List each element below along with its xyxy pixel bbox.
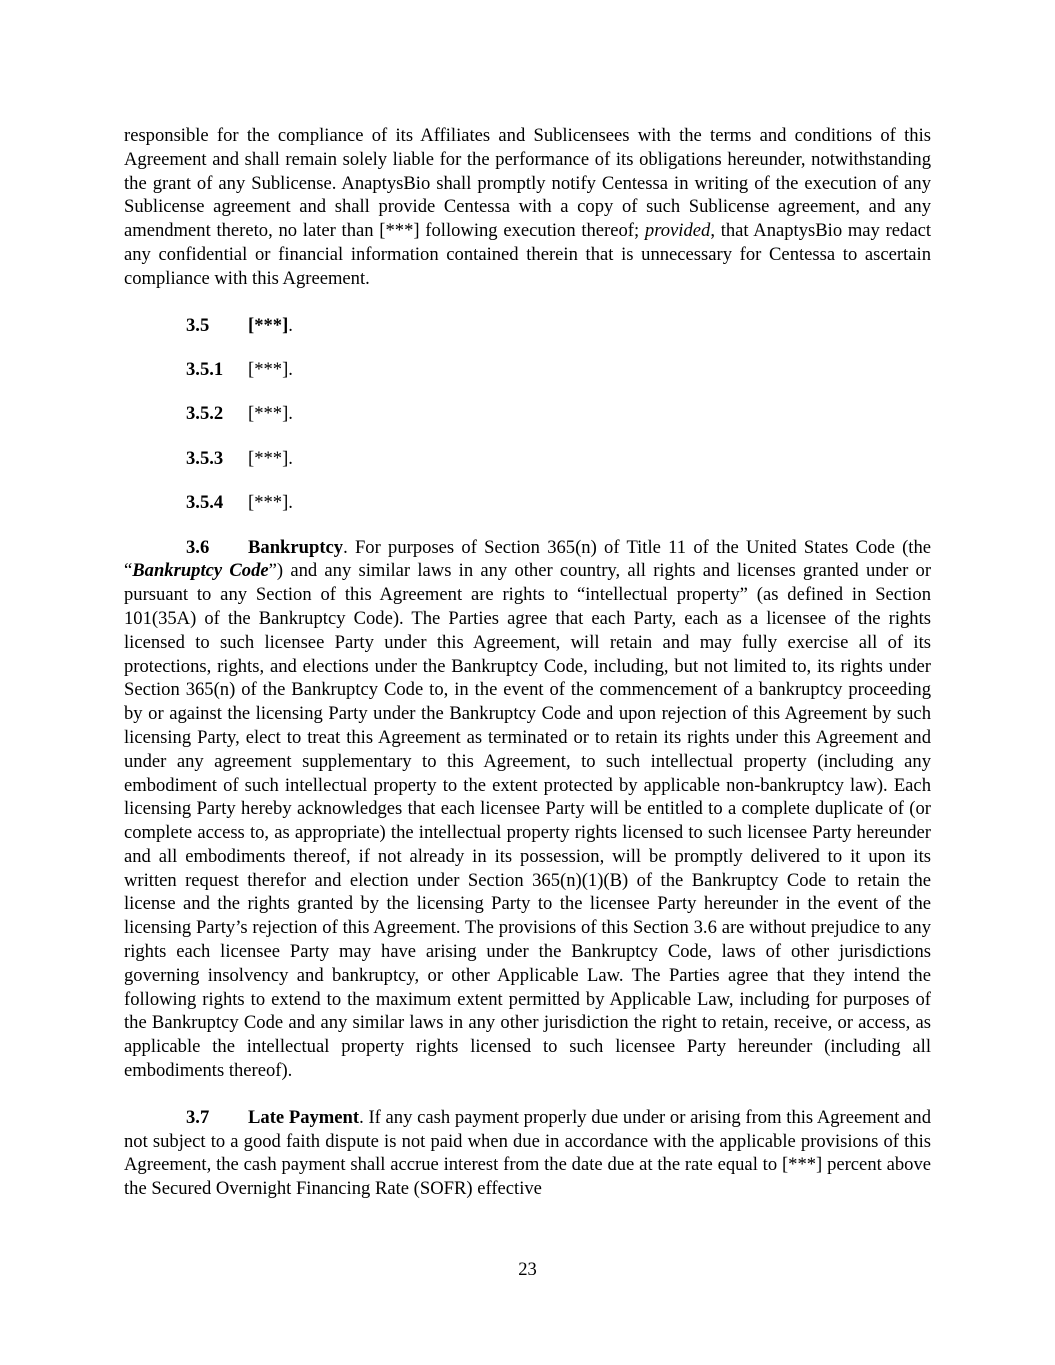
intro-paragraph: [124, 124, 931, 291]
subsection-3-5-1: [124, 358, 931, 382]
section-3-6-text-b: ”) and any similar laws in any other country, all rights and licenses granted under or pursuant to any Section of this Agreement are rights to “intellectual property” (as defined in Section 101(35A) of the Bankruptcy Code). The Parties agree that each Party, each as a licensee of the rights licensed to such licensee Party under this Agreement, will retain and may fully exercise all of its protections, rights, and elections under the Bankruptcy Code, including, but not limited to, its rights under Section 365(n) of the Bankruptcy Code to, in the event of the commencement of a bankruptcy proceeding by or against the licensing Party under the Bankruptcy Code and upon rejection of this Agreement by such licensing Party, elect to treat this Agreement as terminated or to retain its rights under this Agreement and under any agreement supplementary to this Agreement, to such intellectual property (including any embodiment of such intellectual property to the extent protected by applicable non-bankruptcy law). Each licensing Party hereby acknowledges that each licensee Party will be entitled to a complete duplicate of (or complete access to, as appropriate) the intellectual property rights licensed to such licensee Party hereunder and all embodiments thereof, if not already in its possession, will be promptly delivered to it upon its written request therefor and election under Section 365(n)(1)(B) of the Bankruptcy Code to retain the license and the rights granted by the licensing Party to the licensee Party hereunder in the event of the licensing Party’s rejection of this Agreement. The provisions of this Section 3.6 are without prejudice to any rights each licensee Party may have arising under the Bankruptcy Code, laws of other jurisdictions governing insolvency and bankruptcy, or other Applicable Law. The Parties agree that they intend the following rights to extend to the maximum extent permitted by Applicable Law, including for purposes of the Bankruptcy Code and any similar laws in any other jurisdiction the right to retain, receive, or access, as applicable the intellectual property rights licensed to such licensee Party hereunder (including all embodiments thereof).: [124, 560, 932, 1082]
section-3-5-number: 3.5: [186, 314, 210, 336]
subsection-text: [***].: [248, 358, 293, 380]
section-3-6-number: 3.6: [186, 536, 210, 558]
section-3-6-defined-term: Bankruptcy Code: [132, 560, 269, 582]
subsection-3-5-2: [124, 402, 931, 426]
section-3-7-number: 3.7: [186, 1106, 210, 1128]
section-3-7-text: . If any cash payment properly due under or arising from this Agreement and not subject to a good faith dispute is not paid when due in accordance with the applicable provisions of this Agreement, the cash payment shall accrue interest from the date due at the rate equal to [***] percent above the Secured Overnight Financing Rate (SOFR) effective: [124, 1106, 931, 1200]
section-3-5-title: [***]: [248, 314, 289, 336]
section-3-7-paragraph: [124, 1106, 931, 1201]
section-3-6-paragraph: [124, 536, 931, 1083]
subsection-text: [***].: [248, 403, 293, 425]
subsection-text: [***].: [248, 447, 293, 469]
intro-text-part2: , that AnaptysBio may redact any confidential or financial information contained therein that is unnecessary for Centessa to ascertain compliance with this Agreement.: [124, 220, 932, 289]
section-3-5-heading: [124, 314, 931, 338]
section-3-5-title-suffix: .: [288, 314, 293, 336]
section-3-6-text-a: . For purposes of Section 365(n) of Title 11 of the United States Code (the “: [124, 536, 931, 582]
subsection-number: 3.5.1: [186, 358, 224, 380]
subsection-number: 3.5.4: [186, 492, 224, 514]
subsection-3-5-3: [124, 447, 931, 471]
subsection-number: 3.5.2: [186, 403, 224, 425]
page-number: 23: [518, 1259, 537, 1280]
document-page: [124, 124, 931, 1224]
intro-text-part1: responsible for the compliance of its Affiliates and Sublicensees with the terms and conditions of this Agreement and shall remain solely liable for the performance of its obligations hereunder, notwithstanding the grant of any Sublicense. AnaptysBio shall promptly notify Centessa in writing of the execution of any Sublicense agreement and shall provide Centessa with a copy of such Sublicense agreement, and any amendment thereto, no later than [***] following execution thereof;: [124, 125, 931, 242]
intro-text-italic: provided: [644, 220, 711, 242]
subsection-3-5-4: [124, 491, 931, 515]
section-3-6-title: Bankruptcy: [248, 536, 344, 558]
subsection-number: 3.5.3: [186, 447, 224, 469]
subsection-text: [***].: [248, 492, 293, 514]
section-3-7-title: Late Payment: [248, 1106, 360, 1128]
